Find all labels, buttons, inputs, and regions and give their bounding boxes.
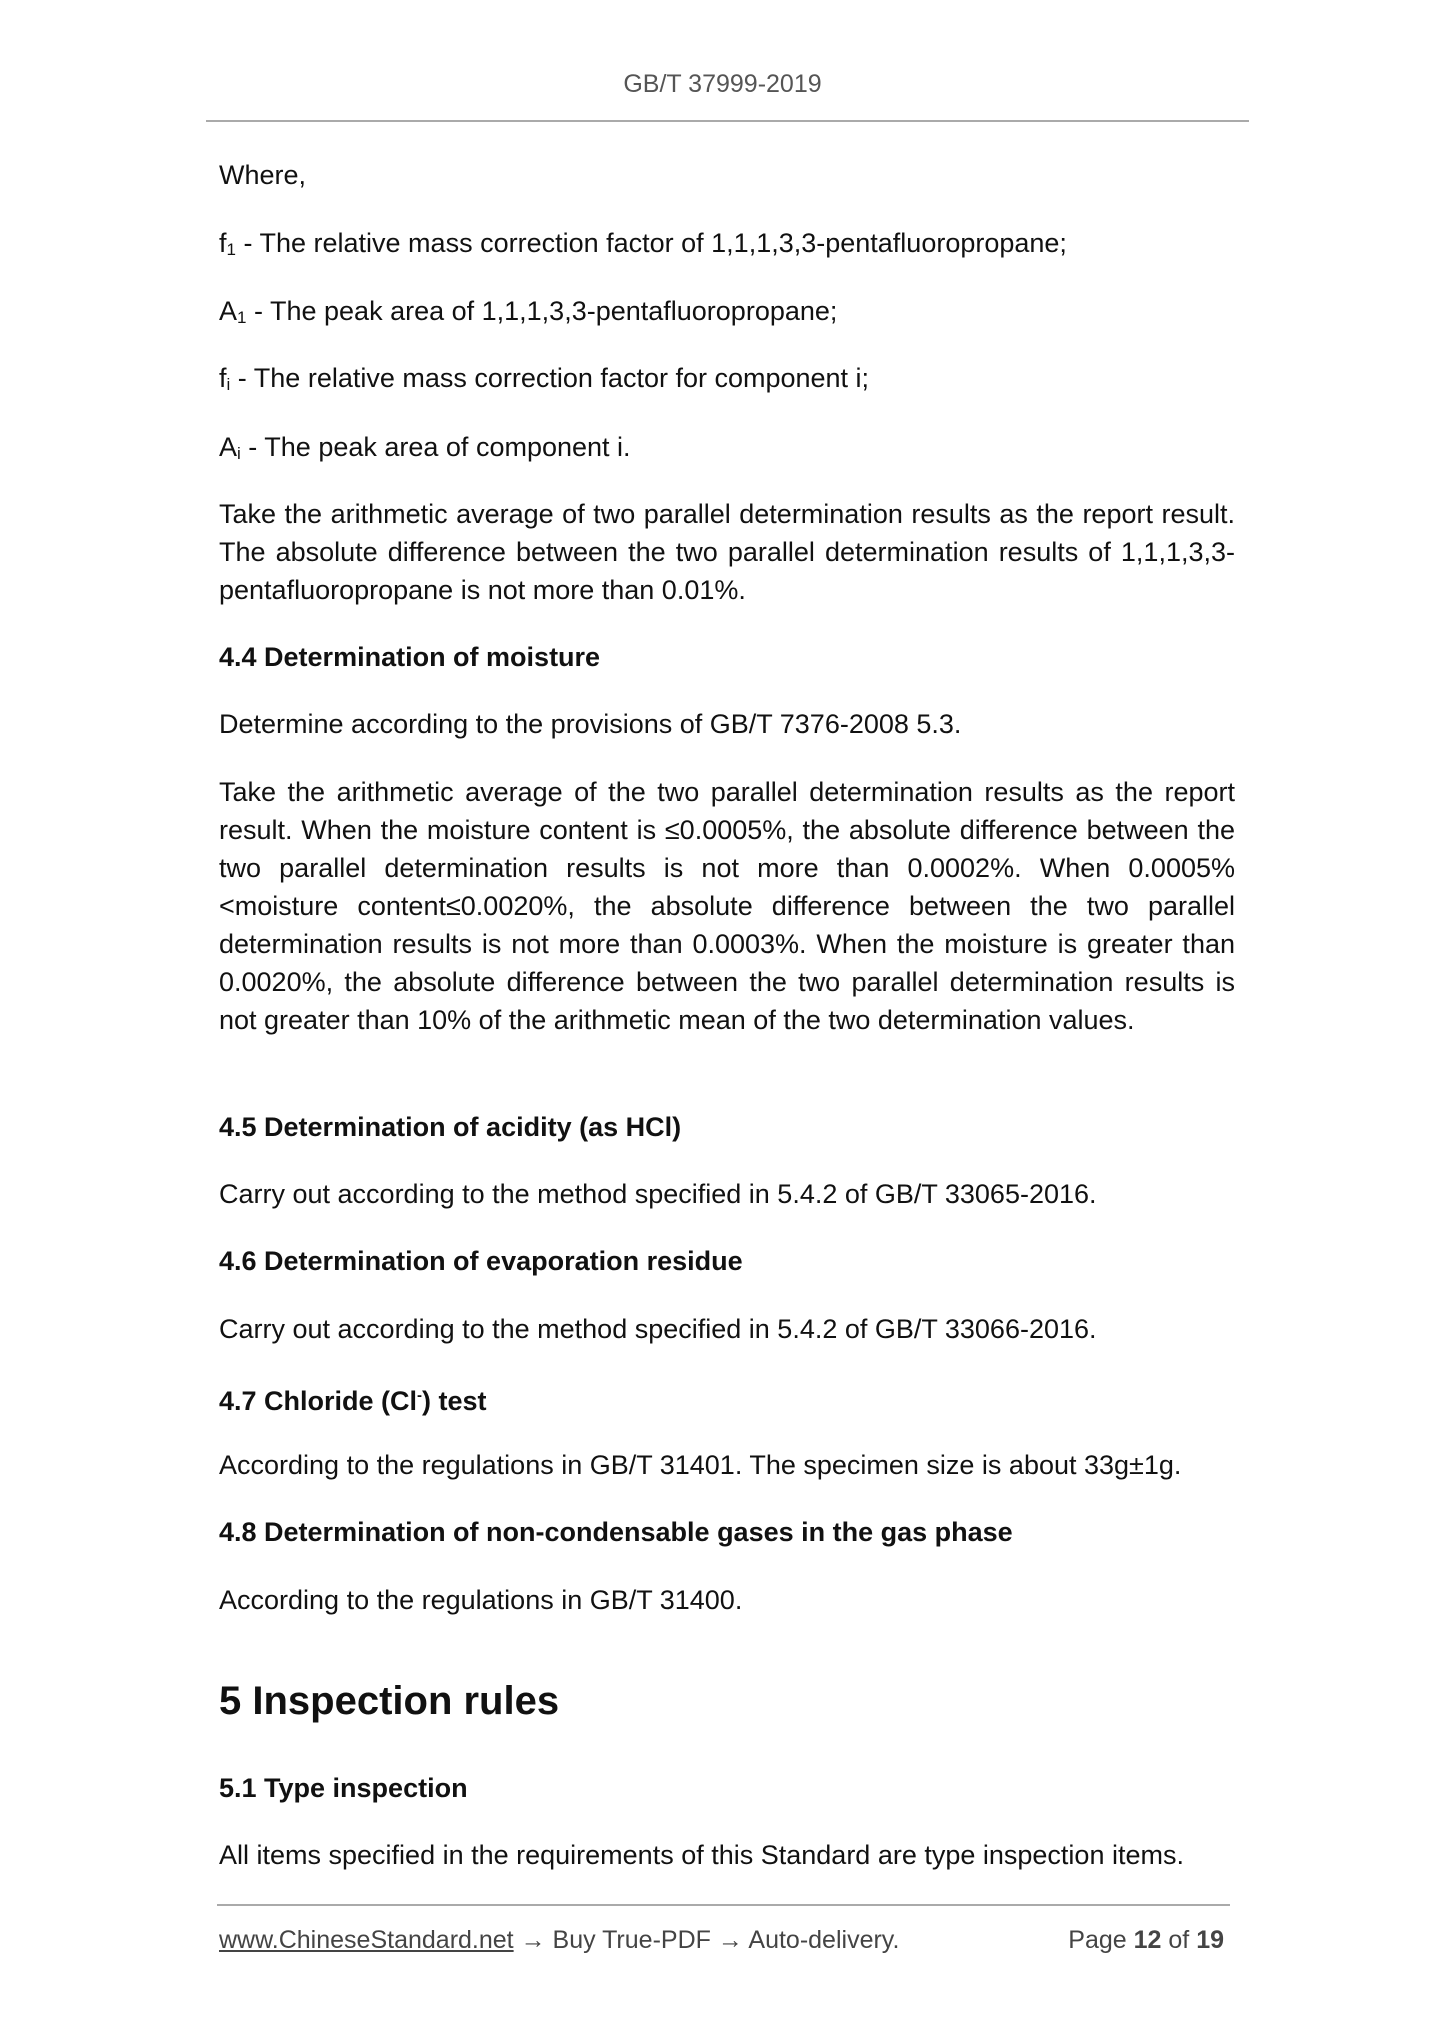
symbol: f: [219, 228, 227, 258]
section-4-5-paragraph: Carry out according to the method specified in 5.4.2 of GB/T 33065-2016.: [219, 1179, 1097, 1209]
section-4-7-heading: [219, 1377, 487, 1420]
footer-promo: [219, 1922, 899, 1958]
definition-f1: [219, 224, 1067, 269]
section-4-8-paragraph: According to the regulations in GB/T 31400.: [219, 1585, 743, 1615]
section-4-6-paragraph: Carry out according to the method specified in 5.4.2 of GB/T 33066-2016.: [219, 1314, 1097, 1344]
section-4-4-paragraph-1: Determine according to the provisions of GB/T 7376-2008 5.3.: [219, 709, 962, 739]
average-paragraph: Take the arithmetic average of two parallel determination results as the report result. The absolute difference between the two parallel determination results of 1,1,1,3,3-pentafluoropropane is not more than 0.01%.: [219, 499, 1235, 605]
subscript: i: [237, 444, 241, 463]
definition-ai: [219, 428, 631, 473]
section-4-4-paragraph-2: Take the arithmetic average of the two parallel determination results as the report result. When the moisture content is ≤0.0005%, the absolute difference between the two parallel determination results is not more than 0.0002%. When 0.0005%<moisture content≤0.0020%, the absolute difference between the two parallel determination results is not more than 0.0003%. When the moisture is greater than 0.0020%, the absolute difference between the two parallel determination results is not greater than 10% of the arithmetic mean of the two determination values.: [219, 777, 1235, 1035]
section-4-6-heading: 4.6 Determination of evaporation residue: [219, 1246, 743, 1276]
current-page: 12: [1133, 1926, 1162, 1954]
section-4-4-heading: 4.4 Determination of moisture: [219, 642, 601, 672]
definition-text: - The peak area of component i.: [240, 432, 631, 462]
definition-text: - The peak area of 1,1,1,3,3-pentafluoropropane;: [246, 296, 838, 326]
promo-text: → Buy True-PDF → Auto-delivery.: [513, 1926, 900, 1954]
section-5-heading: 5 Inspection rules: [219, 1679, 560, 1723]
definition-text: - The relative mass correction factor of 1,1,1,3,3-pentafluoropropane;: [235, 228, 1067, 258]
section-4-5-heading: 4.5 Determination of acidity (as HCl): [219, 1112, 682, 1142]
superscript: -: [417, 1387, 423, 1404]
subscript: 1: [237, 308, 247, 327]
where-label: Where,: [219, 160, 307, 190]
website-link[interactable]: www.ChineseStandard.net: [219, 1926, 514, 1954]
running-header: GB/T 37999-2019: [623, 70, 822, 98]
heading-text: ) test: [422, 1386, 487, 1416]
total-pages: 19: [1196, 1926, 1224, 1954]
definition-fi: [219, 359, 869, 404]
subscript: 1: [226, 240, 236, 259]
footer-divider: [217, 1904, 1230, 1906]
symbol: f: [219, 363, 227, 393]
heading-text: 4.7 Chloride (Cl: [219, 1386, 418, 1416]
definition-text: - The relative mass correction factor for component i;: [230, 363, 870, 393]
definition-a1: [219, 292, 837, 337]
section-5-1-paragraph: All items specified in the requirements of this Standard are type inspection items.: [219, 1840, 1184, 1870]
section-4-8-heading: 4.8 Determination of non-condensable gases in the gas phase: [219, 1517, 1013, 1547]
of-label: of: [1168, 1926, 1190, 1954]
symbol: A: [219, 432, 238, 462]
page-indicator: [1068, 1922, 1224, 1958]
page-label: Page: [1068, 1926, 1127, 1954]
section-5-1-heading: 5.1 Type inspection: [219, 1773, 468, 1803]
header-divider: [206, 120, 1249, 122]
symbol: A: [219, 296, 238, 326]
subscript: i: [226, 375, 231, 394]
section-4-7-paragraph: According to the regulations in GB/T 31401. The specimen size is about 33g±1g.: [219, 1450, 1182, 1480]
